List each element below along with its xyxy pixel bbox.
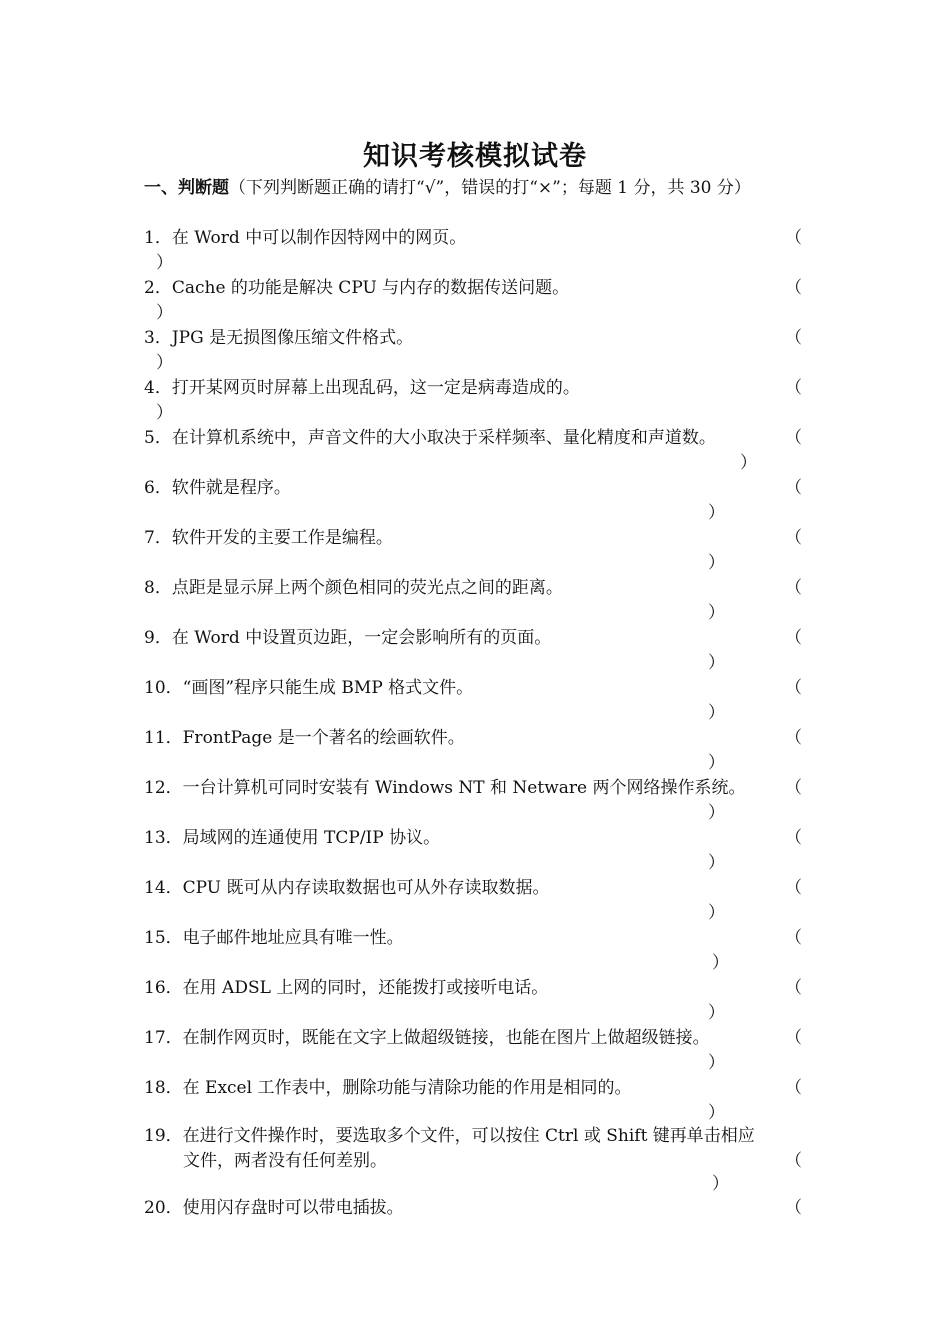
answer-paren-close: ） — [708, 553, 725, 573]
answer-paren-close: ） — [708, 603, 725, 623]
question-number: 19． — [144, 1126, 183, 1146]
question-number: 18． — [144, 1078, 183, 1098]
question-item — [144, 726, 808, 776]
question-text — [144, 376, 580, 401]
question-number: 20． — [144, 1198, 183, 1218]
question-statement: 在 Excel 工作表中，删除功能与清除功能的作用是相同的。 — [182, 1078, 632, 1098]
answer-paren-open: （ — [785, 428, 802, 448]
question-item — [144, 776, 808, 826]
question-number: 7． — [144, 528, 172, 548]
question-text — [144, 676, 473, 701]
question-item — [144, 276, 808, 326]
answer-paren-close: ） — [708, 853, 725, 873]
answer-paren-close: ） — [740, 453, 757, 473]
question-item — [144, 1026, 808, 1076]
question-text — [144, 326, 413, 351]
question-statement: 电子邮件地址应具有唯一性。 — [182, 928, 404, 948]
answer-paren-open: （ — [785, 928, 802, 948]
question-number: 6． — [144, 478, 172, 498]
question-number: 3． — [144, 328, 172, 348]
question-text — [144, 476, 291, 501]
question-number: 5． — [144, 428, 172, 448]
question-statement: Cache 的功能是解决 CPU 与内存的数据传送问题。 — [171, 278, 570, 298]
section-heading: 一、判断题 — [144, 178, 229, 198]
question-item — [144, 476, 808, 526]
question-number: 9． — [144, 628, 172, 648]
answer-paren-open: （ — [785, 878, 802, 898]
question-statement: 在 Word 中设置页边距，一定会影响所有的页面。 — [171, 628, 552, 648]
answer-paren-open: （ — [785, 228, 802, 248]
question-number: 14． — [144, 878, 183, 898]
answer-paren-close: ） — [156, 253, 173, 273]
answer-paren-open: （ — [785, 478, 802, 498]
question-text — [144, 226, 466, 251]
question-text — [144, 1124, 755, 1149]
question-text — [144, 726, 465, 751]
answer-paren-open: （ — [785, 628, 802, 648]
question-number: 2． — [144, 278, 172, 298]
question-text — [144, 826, 440, 851]
question-text — [144, 776, 745, 801]
question-text — [144, 576, 563, 601]
question-item — [144, 626, 808, 676]
question-text — [144, 876, 550, 901]
answer-paren-close: ） — [156, 403, 173, 423]
question-statement: JPG 是无损图像压缩文件格式。 — [171, 328, 414, 348]
section-instructions: （下列判断题正确的请打“√”，错误的打“×”；每题 1 分，共 30 分） — [229, 178, 751, 198]
question-statement: 在用 ADSL 上网的同时，还能拨打或接听电话。 — [182, 978, 549, 998]
question-item — [144, 376, 808, 426]
question-number: 15． — [144, 928, 183, 948]
answer-paren-open: （ — [785, 1028, 802, 1048]
question-text — [144, 1076, 631, 1101]
answer-paren-close: ） — [156, 303, 173, 323]
question-item — [144, 1124, 808, 1194]
answer-paren-open: （ — [785, 1151, 802, 1171]
question-number: 13． — [144, 828, 183, 848]
answer-paren-open: （ — [785, 678, 802, 698]
answer-paren-close: ） — [708, 803, 725, 823]
question-statement-continued: 文件，两者没有任何差别。 — [183, 1151, 387, 1171]
answer-paren-open: （ — [785, 328, 802, 348]
answer-paren-open: （ — [785, 1198, 802, 1218]
answer-paren-open: （ — [785, 978, 802, 998]
answer-paren-close: ） — [708, 703, 725, 723]
question-text — [144, 426, 716, 451]
answer-paren-open: （ — [785, 828, 802, 848]
question-item — [144, 676, 808, 726]
question-statement: 软件开发的主要工作是编程。 — [171, 528, 393, 548]
question-statement: “画图”程序只能生成 BMP 格式文件。 — [182, 678, 474, 698]
question-item — [144, 426, 808, 476]
question-item — [144, 526, 808, 576]
question-number: 10． — [144, 678, 183, 698]
question-number: 16． — [144, 978, 183, 998]
question-number: 8． — [144, 578, 172, 598]
answer-paren-open: （ — [785, 528, 802, 548]
question-text — [144, 626, 551, 651]
question-text — [144, 1026, 710, 1051]
question-statement: 打开某网页时屏幕上出现乱码，这一定是病毒造成的。 — [171, 378, 580, 398]
question-item — [144, 226, 808, 276]
question-number: 4． — [144, 378, 172, 398]
answer-paren-open: （ — [785, 378, 802, 398]
question-statement: 在制作网页时，既能在文字上做超级链接，也能在图片上做超级链接。 — [182, 1028, 710, 1048]
answer-paren-open: （ — [785, 778, 802, 798]
question-statement: 在进行文件操作时，要选取多个文件，可以按住 Ctrl 或 Shift 键再单击相应 — [182, 1126, 755, 1146]
question-statement: 使用闪存盘时可以带电插拔。 — [182, 1198, 404, 1218]
question-statement: FrontPage 是一个著名的绘画软件。 — [182, 728, 465, 748]
answer-paren-close: ） — [708, 1003, 725, 1023]
section-header — [144, 176, 808, 201]
question-statement: 局域网的连通使用 TCP/IP 协议。 — [182, 828, 441, 848]
answer-paren-close: ） — [708, 1053, 725, 1073]
answer-paren-close: ） — [708, 503, 725, 523]
answer-paren-open: （ — [785, 1078, 802, 1098]
question-text — [144, 526, 393, 551]
question-number: 11． — [144, 728, 183, 748]
question-statement: CPU 既可从内存读取数据也可从外存读取数据。 — [182, 878, 550, 898]
question-statement: 一台计算机可同时安装有 Windows NT 和 Netware 两个网络操作系统。 — [182, 778, 746, 798]
answer-paren-close: ） — [708, 753, 725, 773]
question-item — [144, 326, 808, 376]
answer-paren-close: ） — [708, 903, 725, 923]
question-item — [144, 926, 808, 976]
question-number: 17． — [144, 1028, 183, 1048]
answer-paren-close: ） — [156, 353, 173, 373]
question-number: 1． — [144, 228, 172, 248]
answer-paren-open: （ — [785, 278, 802, 298]
answer-paren-open: （ — [785, 728, 802, 748]
answer-paren-close: ） — [708, 653, 725, 673]
question-statement: 在计算机系统中，声音文件的大小取决于采样频率、量化精度和声道数。 — [171, 428, 716, 448]
question-item — [144, 826, 808, 876]
answer-paren-open: （ — [785, 578, 802, 598]
question-statement: 软件就是程序。 — [171, 478, 291, 498]
answer-paren-close: ） — [708, 1103, 725, 1123]
question-text — [144, 926, 404, 951]
page-title: 知识考核模拟试卷 — [363, 141, 587, 172]
question-text — [144, 976, 548, 1001]
answer-paren-close: ） — [712, 1174, 729, 1194]
question-statement: 在 Word 中可以制作因特网中的网页。 — [171, 228, 467, 248]
question-statement: 点距是显示屏上两个颜色相同的荧光点之间的距离。 — [171, 578, 563, 598]
question-item — [144, 1196, 808, 1246]
answer-paren-close: ） — [712, 953, 729, 973]
question-text — [144, 1196, 404, 1221]
question-item — [144, 976, 808, 1026]
question-number: 12． — [144, 778, 183, 798]
question-item — [144, 576, 808, 626]
question-item — [144, 876, 808, 926]
question-item — [144, 1076, 808, 1126]
question-text — [144, 276, 569, 301]
